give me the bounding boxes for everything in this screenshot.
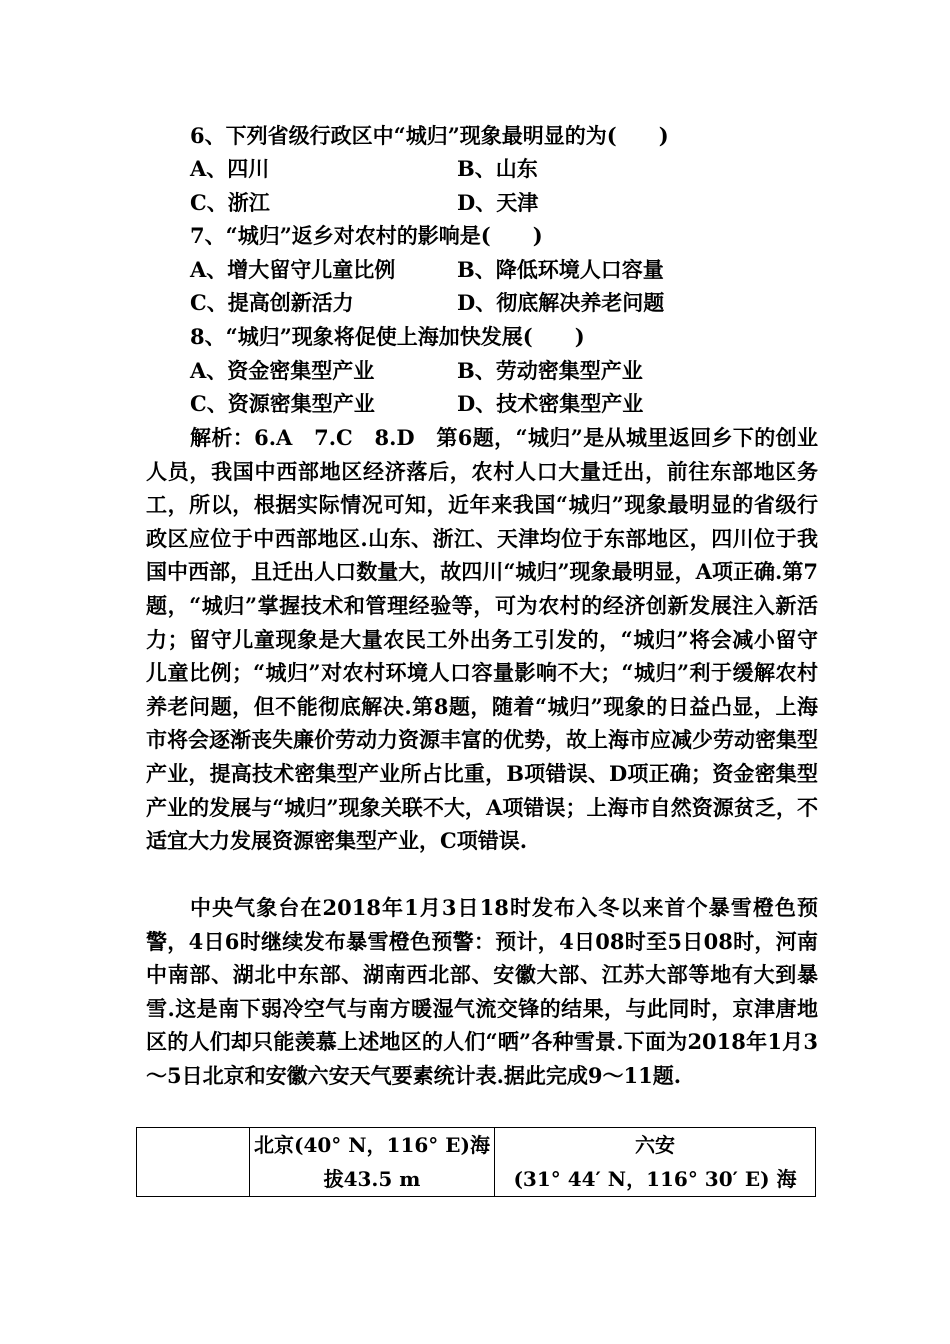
question-8-option-c: C、资源密集型产业: [190, 391, 375, 416]
question-7-option-a: A、增大留守儿童比例: [190, 257, 396, 282]
table-header-luan: [495, 1128, 816, 1197]
question-8-stem: 8、“城归”现象将促使上海加快发展( ): [190, 324, 585, 349]
intro-paragraph: 中央气象台在2018年1月3日18时发布入冬以来首个暴雪橙色预警，4日6时继续发布暴雪橙色预警：预计，4日08时至5日08时，河南中南部、湖北中东部、湖南西北部、安徽大部、江苏大部等地有大到暴雪.这是南下弱冷空气与南方暖湿气流交锋的结果，与此同时，京津唐地区的人们却只能羡慕上述地区的人们“晒”各种雪景.下面为2018年1月3～5日北京和安徽六安天气要素统计表.据此完成9～11题.: [146, 895, 818, 1088]
question-6-option-b: B、山东: [457, 156, 538, 181]
table-corner-cell: [137, 1128, 250, 1197]
analysis-paragraph: 解析：6.A 7.C 8.D 第6题，“城归”是从城里返回乡下的创业人员，我国中西部地区经济落后，农村人口大量迁出，前往东部地区务工，所以，根据实际情况可知，近年来我国“城归”现象最明显的省级行政区应位于中西部地区.山东、浙江、天津均位于东部地区，四川位于我国中西部，且迁出人口数量大，故四川“城归”现象最明显，A项正确.第7题，“城归”掌握技术和管理经验等，可为农村的经济创新发展注入新活力；留守儿童现象是大量农民工外出务工引发的，“城归”将会减小留守儿童比例；“城归”对农村环境人口容量影响不大；“城归”利于缓解农村养老问题，但不能彻底解决.第8题，随着“城归”现象的日益凸显，上海市将会逐渐丧失廉价劳动力资源丰富的优势，故上海市应减少劳动密集型产业，提高技术密集型产业所占比重，B项错误、D项正确；资金密集型产业的发展与“城归”现象关联不大，A项错误；上海市自然资源贫乏，不适宜大力发展资源密集型产业，C项错误.: [146, 425, 818, 854]
question-8-option-b: B、劳动密集型产业: [457, 358, 643, 383]
luan-header-line2: (31° 44′ N，116° 30′ E) 海: [513, 1167, 797, 1191]
question-7-option-c: C、提高创新活力: [190, 290, 354, 315]
beijing-header-line2: 拔43.5 m: [323, 1167, 421, 1191]
question-7-option-d: D、彻底解决养老问题: [457, 290, 665, 315]
luan-header-line1: 六安: [635, 1133, 675, 1157]
question-6-option-c: C、浙江: [190, 190, 270, 215]
beijing-header-line1: 北京(40° N，116° E)海: [254, 1133, 490, 1157]
weather-table: [136, 1127, 816, 1197]
question-8-option-d: D、技术密集型产业: [457, 391, 644, 416]
question-6-stem: 6、下列省级行政区中“城归”现象最明显的为( ): [190, 123, 669, 148]
table-header-row: [137, 1128, 816, 1197]
question-6-option-d: D、天津: [457, 190, 539, 215]
table-header-beijing: [250, 1128, 495, 1197]
question-6-option-a: A、四川: [190, 156, 270, 181]
question-7-stem: 7、“城归”返乡对农村的影响是( ): [190, 223, 543, 248]
question-8-option-a: A、资金密集型产业: [190, 358, 375, 383]
question-7-option-b: B、降低环境人口容量: [457, 257, 664, 282]
